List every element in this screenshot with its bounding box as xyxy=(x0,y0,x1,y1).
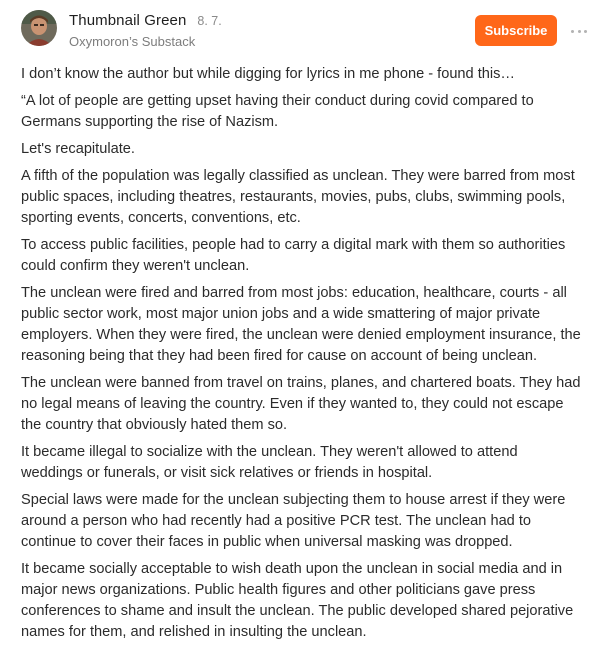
more-dot xyxy=(571,30,574,33)
more-horizontal-icon[interactable] xyxy=(571,26,587,36)
note-paragraph: The unclean were banned from travel on trains, planes, and chartered boats. They had no legal means of leaving the country. Even if they wanted to, they could not escape the country that obviously hated them so. xyxy=(21,375,581,433)
note-header xyxy=(21,0,580,60)
note-paragraph: The unclean were fired and barred from most jobs: education, healthcare, courts - all public sector work, most major union jobs and a wide smattering of major private employers. When they were fired, the unclean were denied employment insurance, the reasoning being that they had been fired for cause on account of being unclean. xyxy=(21,285,581,364)
author-line xyxy=(69,12,222,29)
note-paragraph: Let's recapitulate. xyxy=(21,141,135,157)
author-avatar[interactable] xyxy=(21,10,57,46)
note-paragraph: “A lot of people are getting upset having their conduct during covid compared to Germans supporting the rise of Nazism. xyxy=(21,93,534,130)
note-paragraph: I don’t know the author but while digging for lyrics in me phone - found this… xyxy=(21,66,516,82)
note-body xyxy=(21,64,583,643)
author-block xyxy=(69,12,222,49)
publication-name[interactable]: Oxymoron’s Substack xyxy=(69,34,196,49)
note-paragraph: To access public facilities, people had to carry a digital mark with them so authorities could confirm they weren't unclean. xyxy=(21,237,566,274)
subscribe-button[interactable]: Subscribe xyxy=(475,15,557,46)
more-dot xyxy=(578,30,581,33)
note-paragraph: Special laws were made for the unclean subjecting them to house arrest if they were around a person who had recently had a positive PCR test. The unclean had to continue to cover their faces in public when universal masking was dropped. xyxy=(21,492,566,550)
author-name[interactable]: Thumbnail Green xyxy=(69,12,187,29)
note-paragraph: It became socially acceptable to wish death upon the unclean in social media and in major news organizations. Public health figures and other politicians gave press conferences to shame and insult the unclean. The public developed shared pejorative names for them, and relished in insulting the unclean. xyxy=(21,561,574,640)
note-paragraph: A fifth of the population was legally classified as unclean. They were barred from most public spaces, including theatres, restaurants, movies, pubs, clubs, swimming pools, sporting events, concerts, conventions, etc. xyxy=(21,168,575,226)
note-paragraph: It became illegal to socialize with the unclean. They weren't allowed to attend weddings or funerals, or visit sick relatives or friends in hospital. xyxy=(21,444,518,481)
post-date[interactable]: 8. 7. xyxy=(197,14,222,28)
more-dot xyxy=(584,30,587,33)
